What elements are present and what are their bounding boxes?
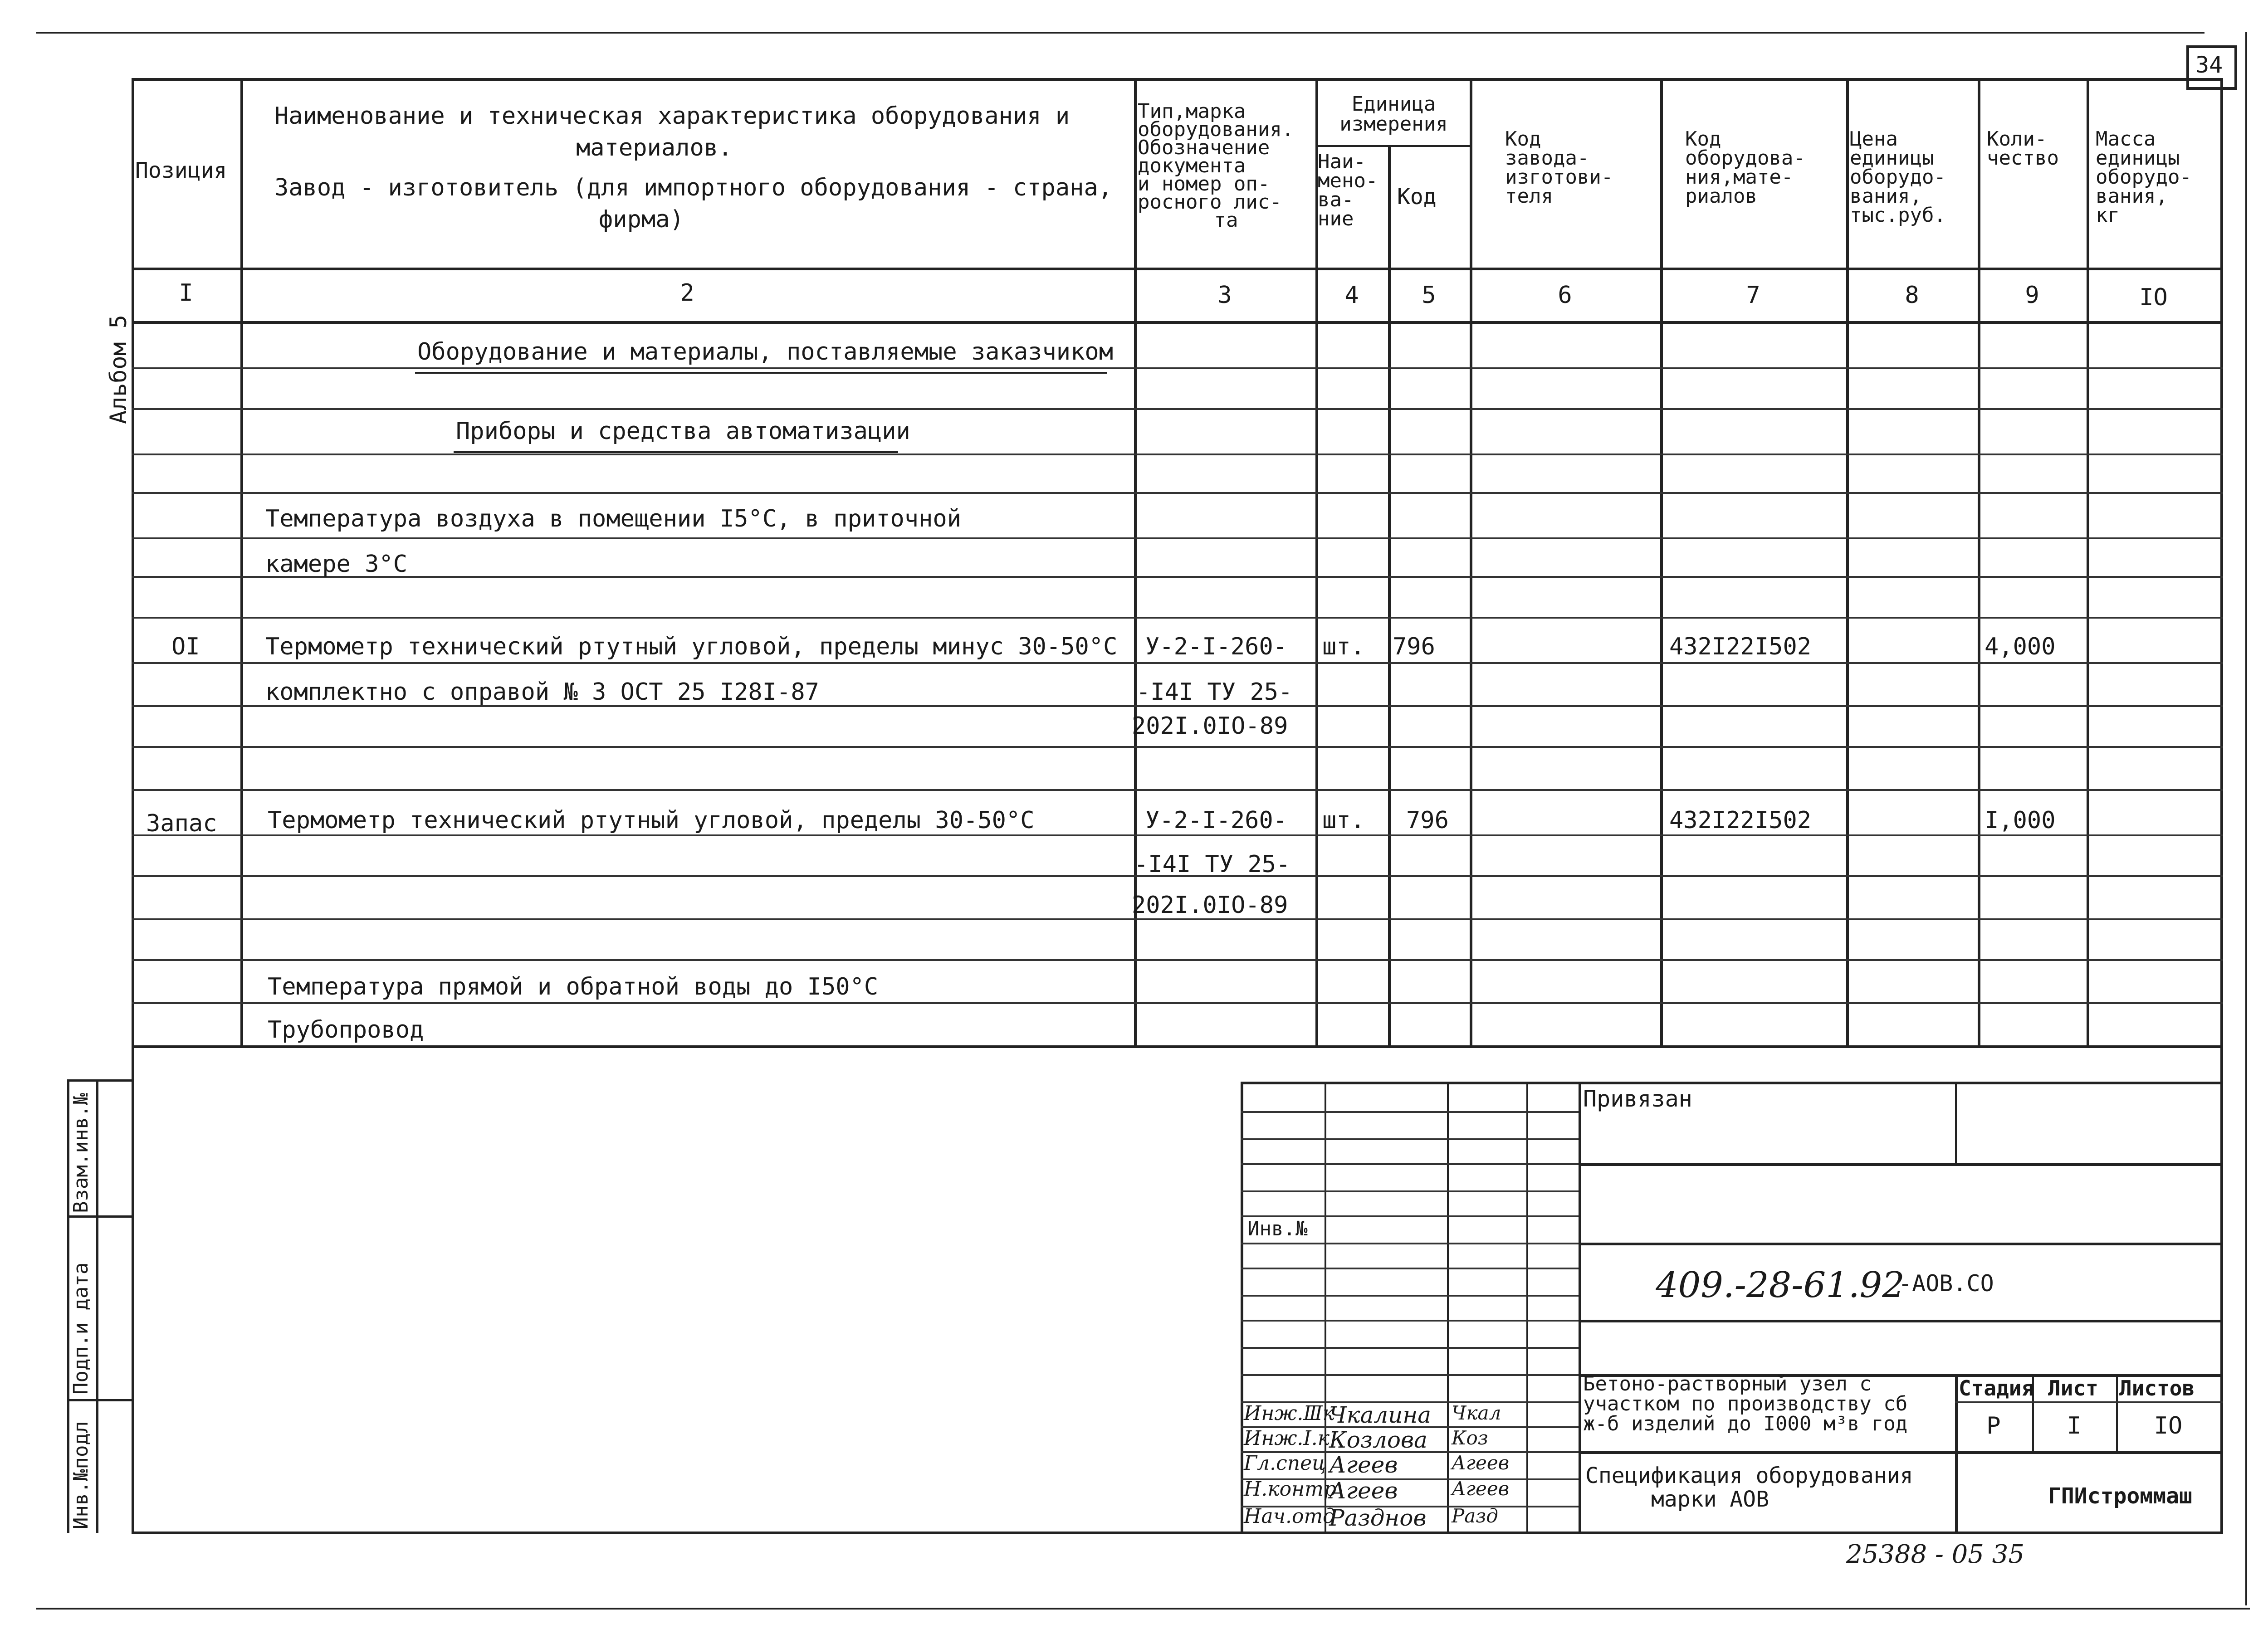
header-type-l7: та	[1214, 209, 1238, 232]
header-unit-group-l2: измерения	[1339, 112, 1448, 136]
note3: Трубопровод	[268, 1016, 424, 1044]
signer-name: Чкалина	[1329, 1402, 1432, 1428]
tb-object-l2: участком по производству сб	[1583, 1392, 1908, 1415]
header-position: Позиция	[135, 158, 227, 183]
row-line	[132, 408, 2223, 410]
tb-object-l1: Бетоно-растворный узел с	[1583, 1374, 1872, 1395]
side-stamp-div1	[67, 1215, 132, 1218]
sheet-number: 34	[2195, 52, 2223, 78]
tb-grid-row	[1241, 1190, 1579, 1192]
tb-stage-head-line	[1955, 1401, 2223, 1403]
side-stamp-top	[67, 1079, 132, 1082]
row-line	[132, 1002, 2223, 1004]
row-line	[132, 959, 2223, 961]
section-title: Оборудование и материалы, поставляемые заказчиком	[417, 338, 1114, 366]
right-outer-line	[2245, 32, 2247, 1605]
tb-main-left	[1579, 1082, 1581, 1533]
side-stamp-inv-replace: Взам.инв.№	[69, 1093, 93, 1213]
header-price-l5: тыс.руб.	[1850, 204, 1946, 227]
header-maker-code-l4: теля	[1505, 185, 1553, 208]
header-type-l6: росного лис-	[1138, 190, 1282, 214]
album-label: Альбом 5	[105, 315, 132, 424]
col-line-9	[2087, 78, 2089, 1046]
colnum-1: I	[179, 279, 193, 307]
header-mass-l2: единицы	[2096, 146, 2180, 170]
signer-signature: Чкал	[1452, 1402, 1501, 1424]
row1-name-line1: Термометр технический ртутный угловой, пределы минус 30-50°С	[265, 633, 1118, 660]
tb-sheet: I	[2067, 1412, 2082, 1439]
unit-group-divider	[1315, 145, 1470, 147]
row-line	[132, 746, 2223, 748]
colnum-7: 7	[1746, 282, 1760, 309]
header-mass-l4: вания,	[2096, 185, 2168, 208]
colnum-4: 4	[1344, 282, 1359, 309]
header-unit-name	[1318, 152, 1386, 229]
header-price-l1: Цена	[1850, 127, 1898, 151]
tb-sheets-label: Листов	[2119, 1376, 2195, 1400]
tb-sheets: IO	[2154, 1412, 2183, 1439]
colnum-bottom	[132, 321, 2223, 324]
header-price-l3: оборудо-	[1850, 166, 1946, 189]
header-unit-name-l4: ние	[1318, 207, 1354, 230]
tb-line-c	[1579, 1320, 2223, 1322]
signer-signature: Агеев	[1452, 1478, 1510, 1500]
side-stamp-mid	[96, 1079, 98, 1533]
tb-stage-label: Стадия	[1959, 1376, 2034, 1400]
tb-grid-row	[1241, 1138, 1579, 1140]
side-stamp-div2	[67, 1399, 132, 1401]
header-maker-code	[1505, 127, 1613, 208]
tb-sig-col3	[1526, 1082, 1528, 1533]
header-equip-code-l3: ния,мате-	[1685, 166, 1794, 189]
row1-unit: шт.	[1322, 633, 1365, 660]
header-name-line3: Завод - изготовитель (для импортного оборудования - страна,	[274, 174, 1113, 201]
signer-role: Гл.спец	[1244, 1452, 1326, 1475]
tb-grid-row	[1241, 1295, 1579, 1297]
tb-privyazan-div	[1955, 1082, 1957, 1163]
table-body-end	[132, 1045, 2223, 1048]
bottom-note: 25388 - 05 35	[1846, 1540, 2024, 1569]
header-maker-code-l3: изготови-	[1505, 166, 1613, 189]
note1-line1: Температура воздуха в помещении I5°С, в приточной	[265, 505, 962, 532]
row2-qty: I,000	[1984, 807, 2056, 834]
col-line-5	[1470, 78, 1472, 1046]
header-bottom	[132, 268, 2223, 270]
header-unit-group	[1320, 94, 1467, 134]
signer-signature: Агеев	[1452, 1452, 1510, 1474]
subsection-underline	[454, 451, 898, 453]
tb-grid-row	[1241, 1243, 1579, 1244]
row-line	[132, 454, 2223, 455]
note2: Температура прямой и обратной воды до I50°С	[268, 973, 879, 1000]
row2-position: Запас	[146, 810, 217, 837]
tb-sig-col2	[1447, 1082, 1449, 1533]
tb-sheet-label: Лист	[2048, 1376, 2098, 1400]
tb-doc-code-hand: 409.-28-61.92	[1656, 1265, 1905, 1306]
header-qty-l1: Коли-	[1987, 127, 2047, 151]
tb-inv-label: Инв.№	[1247, 1217, 1308, 1240]
header-maker-code-l2: завода-	[1505, 146, 1589, 170]
subsection-title: Приборы и средства автоматизации	[456, 418, 910, 445]
tb-grid-row	[1241, 1374, 1579, 1376]
header-equip-code-l2: оборудова-	[1685, 146, 1805, 170]
header-unit-code: Код	[1397, 184, 1437, 210]
row1-qty: 4,000	[1984, 633, 2056, 660]
tb-stage: Р	[1986, 1412, 2001, 1439]
header-unit-name-l1: Наи-	[1318, 150, 1366, 173]
row-line	[132, 537, 2223, 539]
tb-top	[1241, 1082, 2223, 1084]
row1-equip-code: 432I22I502	[1669, 633, 1812, 660]
signer-name: Разднов	[1329, 1505, 1427, 1531]
tb-line-e	[1579, 1451, 2223, 1454]
header-type-l2: оборудования.	[1138, 118, 1294, 141]
row-line	[132, 617, 2223, 619]
tb-grid-row	[1241, 1268, 1579, 1269]
signer-signature: Разд	[1452, 1505, 1498, 1527]
bottom-border-line	[36, 1608, 2250, 1610]
header-mass-l3: оборудо-	[2096, 166, 2192, 189]
header-type-l3: Обозначение	[1138, 136, 1270, 159]
header-equip-code	[1685, 127, 1805, 208]
header-price-l4: вания,	[1850, 185, 1922, 208]
header-type-l5: и номер оп-	[1138, 172, 1270, 195]
side-stamp-inv-orig: Инв.№подл	[69, 1421, 93, 1529]
tb-grid-row	[1241, 1347, 1579, 1349]
col-line-4	[1388, 145, 1391, 1046]
row2-type-line1: У-2-I-260-	[1145, 807, 1288, 834]
signer-role: Инж.Ⅲк	[1244, 1402, 1335, 1425]
row1-type-line1: У-2-I-260-	[1145, 633, 1288, 660]
header-maker-code-l1: Код	[1505, 127, 1541, 151]
colnum-2: 2	[680, 279, 694, 307]
col-line-7	[1846, 78, 1849, 1046]
note1-line2: камере 3°С	[265, 551, 408, 578]
tb-org: ГПИстроммаш	[2048, 1483, 2192, 1509]
row1-type-line3: 202I.0IO-89	[1132, 712, 1288, 740]
top-border-line	[36, 32, 2204, 34]
header-mass-l5: кг	[2096, 204, 2120, 227]
col-line-1	[240, 78, 243, 1046]
table-right	[2220, 78, 2223, 1534]
header-name-line1: Наименование и техническая характеристика оборудования и	[274, 102, 1070, 130]
table-bottom	[132, 1532, 2223, 1534]
row-line	[132, 662, 2223, 664]
header-equip-code-l4: риалов	[1685, 185, 1757, 208]
tb-grid-row	[1241, 1163, 1579, 1165]
tb-object	[1583, 1374, 1960, 1434]
tb-line-b	[1579, 1243, 2223, 1245]
signer-name: Агеев	[1329, 1478, 1398, 1504]
table-top	[132, 78, 2223, 81]
header-type-l4: документа	[1138, 154, 1246, 177]
header-price-l2: единицы	[1850, 146, 1934, 170]
col-line-6	[1660, 78, 1663, 1046]
row-line	[132, 367, 2223, 369]
col-line-8	[1978, 78, 1980, 1046]
colnum-10: IO	[2139, 284, 2168, 311]
header-mass-l1: Масса	[2096, 127, 2156, 151]
header-type-l1: Тип,марка	[1138, 100, 1246, 123]
colnum-6: 6	[1558, 282, 1572, 309]
signer-role: Инж.I.к	[1244, 1427, 1330, 1450]
tb-grid-row	[1241, 1320, 1579, 1322]
row1-name-line2: комплектно с оправой № 3 ОСТ 25 I28I-87	[265, 678, 819, 706]
tb-doc-title-l1: Спецификация оборудования	[1585, 1463, 1913, 1488]
header-price	[1850, 127, 1946, 227]
signer-role: Нач.отд	[1244, 1505, 1336, 1528]
header-name-line4: фирма)	[599, 206, 684, 233]
tb-line-a	[1579, 1163, 2223, 1166]
signer-name: Агеев	[1329, 1452, 1398, 1478]
row2-type-line3: 202I.0IO-89	[1132, 892, 1288, 919]
signer-role: Н.контр	[1244, 1478, 1336, 1501]
row1-type-line2: -I4I ТУ 25-	[1136, 678, 1293, 706]
section-underline	[415, 372, 1107, 374]
tb-grid-row	[1241, 1111, 1579, 1113]
colnum-3: 3	[1217, 282, 1232, 309]
row-line	[132, 492, 2223, 494]
row2-type-line2: -I4I ТУ 25-	[1134, 851, 1290, 878]
row2-unit: шт.	[1322, 807, 1365, 834]
header-unit-name-l3: ва-	[1318, 188, 1354, 211]
colnum-8: 8	[1905, 282, 1919, 309]
header-unit-group-l1: Единица	[1351, 93, 1436, 116]
header-qty	[1987, 127, 2059, 170]
colnum-5: 5	[1422, 282, 1436, 309]
colnum-9: 9	[2025, 282, 2039, 309]
row1-unit-code: 796	[1393, 633, 1435, 660]
row-line	[132, 576, 2223, 578]
row2-unit-code: 796	[1406, 807, 1449, 834]
signer-name: Козлова	[1329, 1427, 1427, 1453]
row1-position: OI	[171, 633, 200, 660]
tb-doc-code-suffix: -АОВ.СО	[1898, 1270, 1994, 1297]
header-name-line2: материалов.	[576, 134, 733, 161]
header-equip-code-l1: Код	[1685, 127, 1721, 151]
row2-equip-code: 432I22I502	[1669, 807, 1812, 834]
tb-privyazan: Привязан	[1583, 1086, 1692, 1112]
side-stamp-sign-date: Подп.и дата	[69, 1262, 93, 1395]
tb-object-l3: ж-б изделий до I000 м³в год	[1583, 1412, 1908, 1434]
row-line	[132, 789, 2223, 791]
row2-name-line1: Термометр технический ртутный угловой, пределы 30-50°С	[268, 807, 1035, 834]
header-type	[1138, 100, 1315, 232]
row-line	[132, 834, 2223, 836]
tb-left	[1241, 1082, 1243, 1533]
header-mass	[2096, 127, 2192, 227]
header-unit-name-l2: мено-	[1318, 169, 1378, 192]
signer-signature: Коз	[1452, 1427, 1488, 1449]
tb-stage-div2	[2116, 1374, 2118, 1451]
header-qty-l2: чество	[1987, 146, 2059, 170]
tb-doc-title-l2: марки АОВ	[1651, 1487, 1769, 1512]
